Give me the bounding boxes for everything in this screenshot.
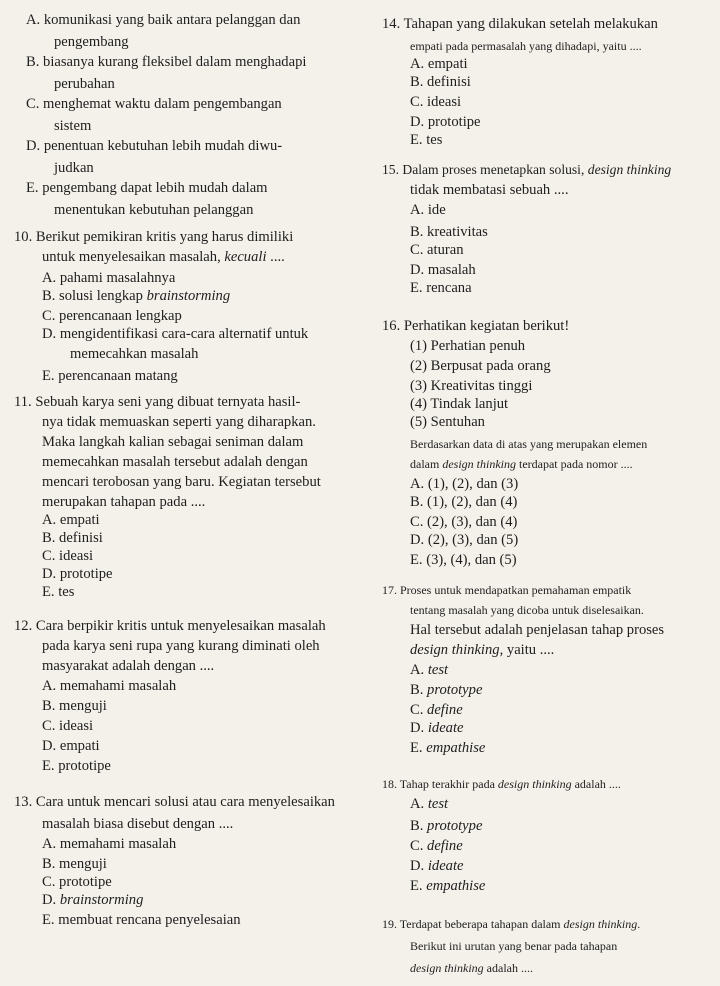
- q16-prompt-text: dalam: [410, 457, 443, 471]
- q19-stem-tail: .: [637, 917, 641, 931]
- q13-stem-line-2: masalah biasa disebut dengan ....: [42, 816, 234, 832]
- q17-stem-line-3: Hal tersebut adalah penjelasan tahap proses: [410, 622, 665, 638]
- q18-option-a: [410, 794, 448, 814]
- q19-stem-line-3: [410, 958, 533, 978]
- q16-option-e: E. (3), (4), dan (5): [410, 552, 517, 568]
- q11-option-b: B. definisi: [42, 530, 103, 546]
- q15-stem-text: 15. Dalam proses menetapkan solusi,: [382, 162, 588, 177]
- q18-option-b-text: prototype: [427, 818, 483, 834]
- q12-option-d: D. empati: [42, 738, 100, 754]
- q18-design-thinking: design thinking: [497, 777, 572, 791]
- q17-option-d-text: ideate: [427, 720, 464, 736]
- q15-design-thinking: design thinking: [587, 162, 672, 177]
- q10-stem-text: untuk menyelesaikan masalah,: [42, 249, 225, 265]
- q10-option-d: D. mengidentifikasi cara-cara alternatif untuk: [42, 326, 309, 342]
- q10-option-b: [42, 286, 230, 306]
- q12-stem-line-1: 12. Cara berpikir kritis untuk menyelesaikan masalah: [14, 618, 326, 634]
- q18-option-c-letter: C.: [410, 838, 428, 854]
- q18-option-b-letter: B.: [410, 818, 428, 834]
- q18-option-e-text: empathise: [426, 878, 486, 894]
- q17-option-b-text: prototype: [427, 682, 483, 698]
- q12-option-a: A. memahami masalah: [42, 678, 177, 694]
- q17-option-a: [410, 660, 448, 680]
- q18-option-e-letter: E.: [410, 878, 427, 894]
- q11-option-a: A. empati: [42, 512, 100, 528]
- q10-option-b-text: B. solusi lengkap: [42, 288, 147, 304]
- q19-design-thinking: design thinking: [563, 917, 638, 931]
- q16-prompt-line-2: [410, 454, 633, 474]
- q14-option-b: B. definisi: [410, 74, 471, 90]
- q9-option-d-cont: judkan: [54, 160, 94, 176]
- q15-stem-line-1: [382, 160, 671, 180]
- q18-stem-text: 18. Tahap terakhir pada: [382, 777, 498, 791]
- q17-option-c: [410, 700, 463, 720]
- q10-ellipsis: ....: [266, 249, 285, 265]
- q19-stem-line-3-tail: adalah ....: [483, 961, 533, 975]
- q10-option-c: C. perencanaan lengkap: [42, 308, 182, 324]
- q13-option-d: [42, 890, 143, 910]
- q18-option-c-text: define: [427, 838, 463, 854]
- q18-stem-tail: adalah ....: [571, 777, 621, 791]
- q18-option-d: [410, 856, 464, 876]
- q11-option-c: C. ideasi: [42, 548, 94, 564]
- q12-option-b: B. menguji: [42, 698, 107, 714]
- q14-option-d: D. prototipe: [410, 114, 481, 130]
- q16-item-1: (1) Perhatian penuh: [410, 338, 526, 354]
- q9-option-b-cont: perubahan: [54, 76, 115, 92]
- q15-option-a: A. ide: [410, 202, 446, 218]
- q18-option-a-text: test: [427, 796, 449, 812]
- q13-option-b: B. menguji: [42, 856, 107, 872]
- q17-option-e-letter: E.: [410, 740, 427, 756]
- q14-stem-line-1: 14. Tahapan yang dilakukan setelah melakukan: [382, 16, 658, 32]
- q12-option-c: C. ideasi: [42, 718, 94, 734]
- q19-design-thinking-2: design thinking: [410, 961, 484, 975]
- q19-stem-line-2: Berikut ini urutan yang benar pada tahapan: [410, 939, 618, 953]
- q16-item-3: (3) Kreativitas tinggi: [410, 378, 533, 394]
- q9-option-d: D. penentuan kebutuhan lebih mudah diwu-: [26, 138, 283, 154]
- q11-option-e: E. tes: [42, 584, 75, 600]
- q11-stem-line-6: merupakan tahapan pada ....: [42, 494, 206, 510]
- q16-design-thinking: design thinking: [442, 457, 516, 471]
- q18-option-d-text: ideate: [427, 858, 464, 874]
- q16-item-5: (5) Sentuhan: [410, 414, 485, 430]
- q17-option-b-letter: B.: [410, 682, 428, 698]
- q14-option-c: C. ideasi: [410, 94, 462, 110]
- q10-option-d-cont: memecahkan masalah: [70, 346, 199, 362]
- q10-option-b-italic: brainstorming: [146, 288, 231, 304]
- q15-option-e: E. rencana: [410, 280, 472, 296]
- q16-item-4: (4) Tindak lanjut: [410, 396, 509, 412]
- q18-option-c: [410, 836, 463, 856]
- q15-option-b: B. kreativitas: [410, 224, 488, 240]
- q19-stem-line-1: [382, 914, 640, 934]
- q13-option-a: A. memahami masalah: [42, 836, 177, 852]
- q10-option-a: A. pahami masalahnya: [42, 270, 176, 286]
- q10-stem-line-1: 10. Berikut pemikiran kritis yang harus dimiliki: [14, 229, 294, 245]
- q17-option-e: [410, 738, 485, 758]
- q18-option-d-letter: D.: [410, 858, 428, 874]
- q16-prompt-line-1: Berdasarkan data di atas yang merupakan elemen: [410, 437, 648, 451]
- q16-item-2: (2) Berpusat pada orang: [410, 358, 551, 374]
- q16-prompt-tail: terdapat pada nomor ....: [516, 457, 633, 471]
- q11-stem-line-1: 11. Sebuah karya seni yang dibuat ternyata hasil-: [14, 394, 301, 410]
- q17-stem-line-1: 17. Proses untuk mendapatkan pemahaman empatik: [382, 583, 632, 597]
- q18-option-e: [410, 876, 485, 896]
- q16-title: 16. Perhatikan kegiatan berikut!: [382, 318, 570, 334]
- q16-option-b: B. (1), (2), dan (4): [410, 494, 518, 510]
- q15-stem-line-2: tidak membatasi sebuah ....: [410, 182, 569, 198]
- q11-option-d: D. prototipe: [42, 566, 113, 582]
- q11-stem-line-4: memecahkan masalah tersebut adalah dengan: [42, 454, 308, 470]
- q9-option-e-cont: menentukan kebutuhan pelanggan: [54, 202, 254, 218]
- q14-option-a: A. empati: [410, 56, 468, 72]
- q12-option-e: E. prototipe: [42, 758, 111, 774]
- q16-option-d: D. (2), (3), dan (5): [410, 532, 519, 548]
- q14-option-e: E. tes: [410, 132, 443, 148]
- q17-option-c-text: define: [427, 702, 463, 718]
- q13-option-e: E. membuat rencana penyelesaian: [42, 912, 241, 928]
- q17-option-b: [410, 680, 482, 700]
- q17-option-a-text: test: [427, 662, 449, 678]
- q17-option-c-letter: C.: [410, 702, 428, 718]
- q11-stem-line-5: mencari terobosan yang baru. Kegiatan tersebut: [42, 474, 321, 490]
- q12-stem-line-2: pada karya seni rupa yang kurang diminati oleh: [42, 638, 320, 654]
- q13-option-d-prefix: D.: [42, 892, 60, 908]
- q9-option-a-cont: pengembang: [54, 34, 129, 50]
- q10-option-e: E. perencanaan matang: [42, 368, 178, 384]
- q15-option-c: C. aturan: [410, 242, 464, 258]
- q11-stem-line-3: Maka langkah kalian sebagai seniman dalam: [42, 434, 304, 450]
- q9-option-c: C. menghemat waktu dalam pengembangan: [26, 96, 282, 112]
- q10-stem-line-2: [42, 247, 285, 267]
- q12-stem-line-3: masyarakat adalah dengan ....: [42, 658, 215, 674]
- q9-option-b: B. biasanya kurang fleksibel dalam menghadapi: [26, 54, 307, 70]
- q17-option-e-text: empathise: [426, 740, 486, 756]
- q17-design-thinking: design thinking: [410, 642, 500, 658]
- q14-stem-line-2: empati pada permasalah yang dihadapi, yaitu ....: [410, 39, 642, 53]
- q17-option-d: [410, 718, 464, 738]
- q18-option-a-letter: A.: [410, 796, 428, 812]
- q16-option-c: C. (2), (3), dan (4): [410, 514, 518, 530]
- q11-stem-line-2: nya tidak memuaskan seperti yang diharapkan.: [42, 414, 316, 430]
- q17-option-a-letter: A.: [410, 662, 428, 678]
- q16-option-a: A. (1), (2), dan (3): [410, 476, 519, 492]
- q10-kecuali: kecuali: [224, 249, 267, 265]
- q13-option-c: C. prototipe: [42, 874, 112, 890]
- q19-stem-text: 19. Terdapat beberapa tahapan dalam: [382, 917, 564, 931]
- q9-option-c-cont: sistem: [54, 118, 92, 134]
- q17-option-d-letter: D.: [410, 720, 428, 736]
- q9-option-e: E. pengembang dapat lebih mudah dalam: [26, 180, 268, 196]
- q13-stem-line-1: 13. Cara untuk mencari solusi atau cara menyelesaikan: [14, 794, 335, 810]
- q17-stem-line-2: tentang masalah yang dicoba untuk diselesaikan.: [410, 603, 644, 617]
- q13-option-d-italic: brainstorming: [59, 892, 144, 908]
- q18-option-b: [410, 816, 482, 836]
- q15-option-d: D. masalah: [410, 262, 476, 278]
- q9-option-a: A. komunikasi yang baik antara pelanggan dan: [26, 12, 301, 28]
- q17-stem-tail: , yaitu ....: [499, 642, 555, 658]
- q18-stem: [382, 774, 621, 794]
- q17-stem-line-4: [410, 640, 554, 660]
